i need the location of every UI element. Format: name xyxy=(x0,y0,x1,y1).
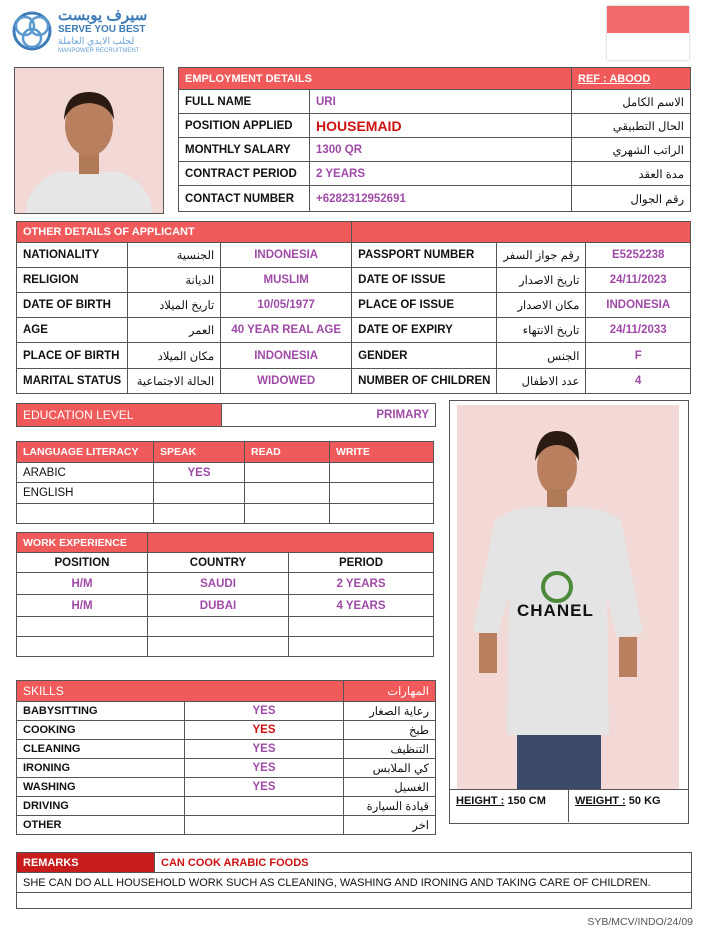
remarks-highlight: CAN COOK ARABIC FOODS xyxy=(155,853,692,873)
other-header: OTHER DETAILS OF APPLICANT xyxy=(17,222,352,243)
height-value: 150 CM xyxy=(507,795,546,807)
logo-subtitle-en: MANPOWER RECRUITMENT xyxy=(58,48,140,54)
remarks-label: REMARKS xyxy=(17,853,155,873)
weight-label-text: WEIGHT : xyxy=(575,795,626,807)
footer-code: SYB/MCV/INDO/24/09 xyxy=(587,916,693,928)
height-label-text: HEIGHT : xyxy=(456,795,505,807)
lang-0-write xyxy=(330,463,434,483)
lang-0-read xyxy=(245,463,330,483)
logo-english: SERVE YOU BEST xyxy=(58,24,146,35)
education-label: EDUCATION LEVEL xyxy=(17,404,222,427)
lang-1-write xyxy=(330,483,434,504)
lang-2 xyxy=(17,504,154,524)
skill-2-ar: التنظيف xyxy=(344,740,436,759)
other-details-table xyxy=(16,221,691,394)
other-r-value-3: 24/11/2033 xyxy=(586,318,691,343)
other-l-label-0: NATIONALITY xyxy=(17,243,128,268)
skill-2-value: YES xyxy=(185,740,344,759)
full-body-photo-frame xyxy=(449,400,689,824)
employment-table xyxy=(178,67,691,212)
skill-1-ar: طبخ xyxy=(344,721,436,740)
skill-0: BABYSITTING xyxy=(17,702,185,721)
emp-ar-0: الاسم الكامل xyxy=(572,90,691,114)
emp-value-0: URI xyxy=(310,90,572,114)
lang-0: ARABIC xyxy=(17,463,154,483)
lang-1: ENGLISH xyxy=(17,483,154,504)
emp-ar-4: رقم الجوال xyxy=(572,186,691,212)
other-r-label-1: DATE OF ISSUE xyxy=(352,268,497,293)
work-col-period: PERIOD xyxy=(289,553,434,573)
lang-header-2: READ xyxy=(245,442,330,463)
work-1-position: H/M xyxy=(17,595,148,617)
skill-6-value xyxy=(185,816,344,835)
employment-header: EMPLOYMENT DETAILS xyxy=(179,68,572,90)
skill-2: CLEANING xyxy=(17,740,185,759)
emp-label-1: POSITION APPLIED xyxy=(179,114,310,138)
weight-label xyxy=(568,789,688,822)
other-r-label-0: PASSPORT NUMBER xyxy=(352,243,497,268)
other-r-value-4: F xyxy=(586,343,691,369)
emp-ar-2: الراتب الشهري xyxy=(572,138,691,162)
other-l-label-2: DATE OF BIRTH xyxy=(17,293,128,318)
emp-ar-3: مدة العقد xyxy=(572,162,691,186)
work-1-country: DUBAI xyxy=(148,595,289,617)
skill-5: DRIVING xyxy=(17,797,185,816)
emp-value-3: 2 YEARS xyxy=(310,162,572,186)
work-header: WORK EXPERIENCE xyxy=(17,533,148,553)
skill-3: IRONING xyxy=(17,759,185,778)
other-r-ar-2: مكان الاصدار xyxy=(497,293,586,318)
lang-header-0: LANGUAGE LITERACY xyxy=(17,442,154,463)
emp-value-2: 1300 QR xyxy=(310,138,572,162)
emp-value-1: HOUSEMAID xyxy=(310,114,572,138)
other-r-ar-4: الجنس xyxy=(497,343,586,369)
other-l-value-5: WIDOWED xyxy=(221,369,352,394)
other-l-ar-3: العمر xyxy=(128,318,221,343)
emp-label-0: FULL NAME xyxy=(179,90,310,114)
logo-knot-icon xyxy=(10,8,54,54)
skills-header-ar: المهارات xyxy=(344,681,436,702)
ref-label: REF : ABOOD xyxy=(572,68,691,90)
lang-2-read xyxy=(245,504,330,524)
other-r-value-5: 4 xyxy=(586,369,691,394)
portrait-photo xyxy=(14,67,164,214)
work-col-position: POSITION xyxy=(17,553,148,573)
other-l-label-4: PLACE OF BIRTH xyxy=(17,343,128,369)
logo xyxy=(10,6,160,60)
height-label xyxy=(456,795,546,807)
skills-table xyxy=(16,680,436,835)
other-r-value-2: INDONESIA xyxy=(586,293,691,318)
lang-0-speak: YES xyxy=(154,463,245,483)
work-1-period: 4 YEARS xyxy=(289,595,434,617)
skill-1: COOKING xyxy=(17,721,185,740)
work-2-position xyxy=(17,617,148,637)
work-2-country xyxy=(148,617,289,637)
skill-3-value: YES xyxy=(185,759,344,778)
education-table xyxy=(16,403,436,427)
skill-0-value: YES xyxy=(185,702,344,721)
skill-1-value: YES xyxy=(185,721,344,740)
other-l-value-1: MUSLIM xyxy=(221,268,352,293)
other-l-ar-4: مكان الميلاد xyxy=(128,343,221,369)
other-l-value-4: INDONESIA xyxy=(221,343,352,369)
other-l-label-1: RELIGION xyxy=(17,268,128,293)
other-l-value-0: INDONESIA xyxy=(221,243,352,268)
language-table xyxy=(16,441,434,524)
logo-subtitle-ar: لجلب الايدي العاملة xyxy=(58,36,135,47)
work-table xyxy=(16,532,434,657)
work-3-country xyxy=(148,637,289,657)
other-l-label-3: AGE xyxy=(17,318,128,343)
other-r-label-3: DATE OF EXPIRY xyxy=(352,318,497,343)
other-r-label-5: NUMBER OF CHILDREN xyxy=(352,369,497,394)
other-l-ar-0: الجنسية xyxy=(128,243,221,268)
other-l-ar-1: الديانة xyxy=(128,268,221,293)
emp-label-4: CONTACT NUMBER xyxy=(179,186,310,212)
other-r-ar-0: رقم جواز السفر xyxy=(497,243,586,268)
work-0-country: SAUDI xyxy=(148,573,289,595)
other-r-label-2: PLACE OF ISSUE xyxy=(352,293,497,318)
remarks-table xyxy=(16,852,692,909)
lang-header-1: SPEAK xyxy=(154,442,245,463)
other-l-label-5: MARITAL STATUS xyxy=(17,369,128,394)
skill-4: WASHING xyxy=(17,778,185,797)
skill-0-ar: رعاية الصغار xyxy=(344,702,436,721)
portrait-person-icon xyxy=(15,68,163,213)
lang-1-speak xyxy=(154,483,245,504)
work-0-period: 2 YEARS xyxy=(289,573,434,595)
shirt-brand-text: CHANEL xyxy=(517,601,594,620)
lang-1-read xyxy=(245,483,330,504)
skill-6-ar: اخر xyxy=(344,816,436,835)
work-2-period xyxy=(289,617,434,637)
weight-value: 50 KG xyxy=(628,795,661,807)
emp-label-2: MONTHLY SALARY xyxy=(179,138,310,162)
emp-value-4: +6282312952691 xyxy=(310,186,572,212)
other-r-ar-5: عدد الاطفال xyxy=(497,369,586,394)
other-r-ar-1: تاريخ الاصدار xyxy=(497,268,586,293)
skill-5-value xyxy=(185,797,344,816)
lang-2-write xyxy=(330,504,434,524)
work-0-position: H/M xyxy=(17,573,148,595)
emp-ar-1: الحال التطبيقي xyxy=(572,114,691,138)
skill-4-ar: الغسيل xyxy=(344,778,436,797)
skill-5-ar: قيادة السيارة xyxy=(344,797,436,816)
education-value: PRIMARY xyxy=(222,404,436,427)
remarks-text: SHE CAN DO ALL HOUSEHOLD WORK SUCH AS CLEANING, WASHING AND IRONING AND TAKING CARE OF CHILDREN. xyxy=(17,873,692,893)
flag-indonesia xyxy=(607,6,689,60)
other-l-ar-5: الحالة الاجتماعية xyxy=(128,369,221,394)
other-r-value-0: E5252238 xyxy=(586,243,691,268)
skills-header: SKILLS xyxy=(17,681,344,702)
other-l-value-3: 40 YEAR REAL AGE xyxy=(221,318,352,343)
work-3-period xyxy=(289,637,434,657)
skill-3-ar: كي الملابس xyxy=(344,759,436,778)
other-r-ar-3: تاريخ الانتهاء xyxy=(497,318,586,343)
other-l-value-2: 10/05/1977 xyxy=(221,293,352,318)
skill-6: OTHER xyxy=(17,816,185,835)
logo-arabic: سيرف يوبست xyxy=(58,7,148,24)
work-col-country: COUNTRY xyxy=(148,553,289,573)
full-body-photo xyxy=(457,405,679,789)
work-3-position xyxy=(17,637,148,657)
other-l-ar-2: تاريخ الميلاد xyxy=(128,293,221,318)
skill-4-value: YES xyxy=(185,778,344,797)
lang-2-speak xyxy=(154,504,245,524)
emp-label-3: CONTRACT PERIOD xyxy=(179,162,310,186)
full-body-person-icon xyxy=(457,405,679,789)
other-r-label-4: GENDER xyxy=(352,343,497,369)
lang-header-3: WRITE xyxy=(330,442,434,463)
other-r-value-1: 24/11/2023 xyxy=(586,268,691,293)
